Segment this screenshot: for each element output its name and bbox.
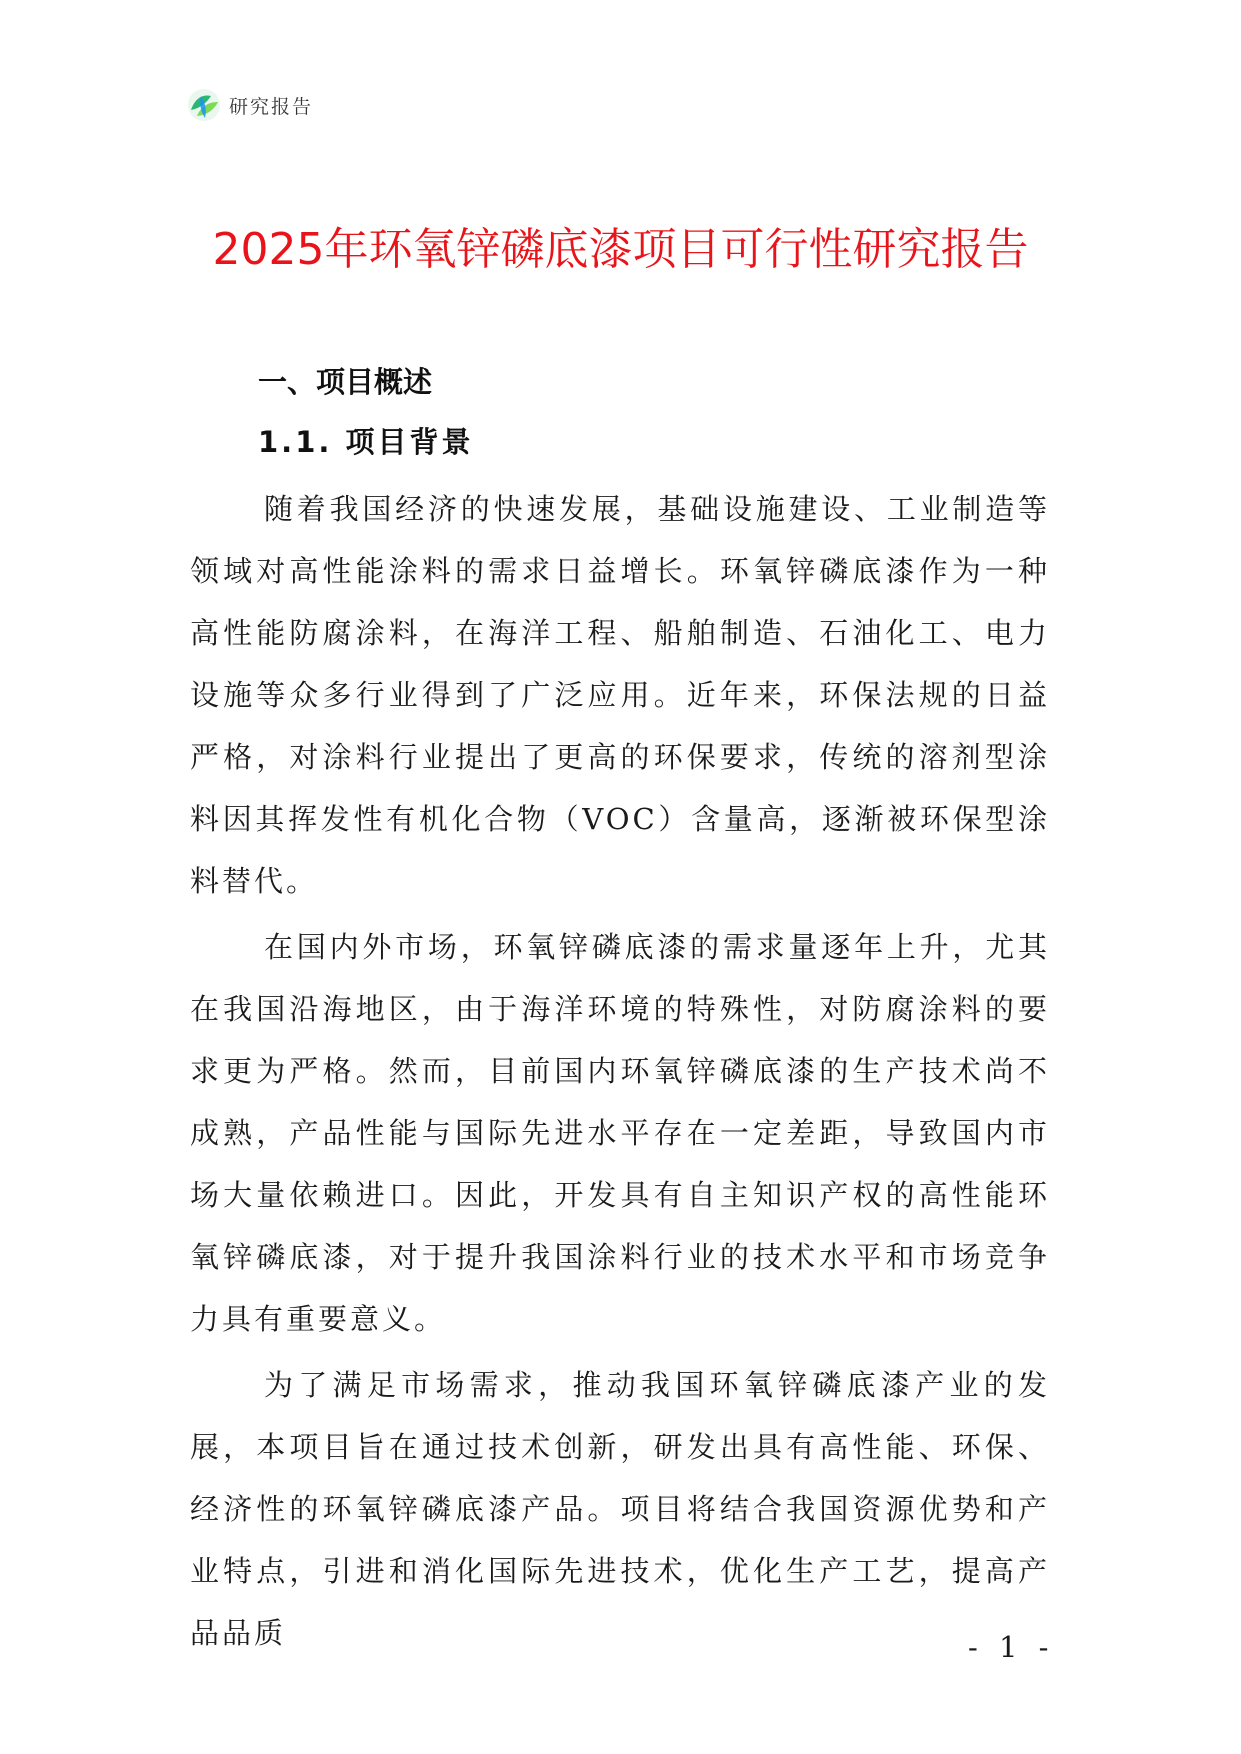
header-label: 研究报告 [229, 95, 314, 118]
paragraph: 在国内外市场，环氧锌磷底漆的需求量逐年上升，尤其在我国沿海地区，由于海洋环境的特殊性，对防腐涂料的要求更为严格。然而，目前国内环氧锌磷底漆的生产技术尚不成熟，产品性能与国际先进水平存在一定差距，导致国内市场大量依赖进口。因此，开发具有自主知识产权的高性能环氧锌磷底漆，对于提升我国涂料行业的技术水平和市场竞争力具有重要意义。 [190, 930, 1050, 1336]
paragraph: 随着我国经济的快速发展，基础设施建设、工业制造等领域对高性能涂料的需求日益增长。环氧锌磷底漆作为一种高性能防腐涂料，在海洋工程、船舶制造、石油化工、电力设施等众多行业得到了广泛应用。近年来，环保法规的日益严格，对涂料行业提出了更高的环保要求，传统的溶剂型涂料因其挥发性有机化合物（VOC）含量高，逐渐被环保型涂料替代。 [190, 492, 1050, 898]
page-number: - 1 - [968, 1630, 1055, 1664]
paragraph: 为了满足市场需求，推动我国环氧锌磷底漆产业的发展，本项目旨在通过技术创新，研发出具有高性能、环保、经济性的环氧锌磷底漆产品。项目将结合我国资源优势和产业特点，引进和消化国际先进技术，优化生产工艺，提高产品品质 [190, 1368, 1050, 1650]
document-title: 2025年环氧锌磷底漆项目可行性研究报告 [212, 224, 1029, 275]
leaf-logo-icon [187, 88, 221, 122]
section-heading: 一、项目概述 [258, 365, 433, 399]
subsection-heading: 1.1. 项目背景 [258, 425, 474, 459]
page-header [187, 88, 313, 122]
body-text [190, 478, 1050, 1668]
